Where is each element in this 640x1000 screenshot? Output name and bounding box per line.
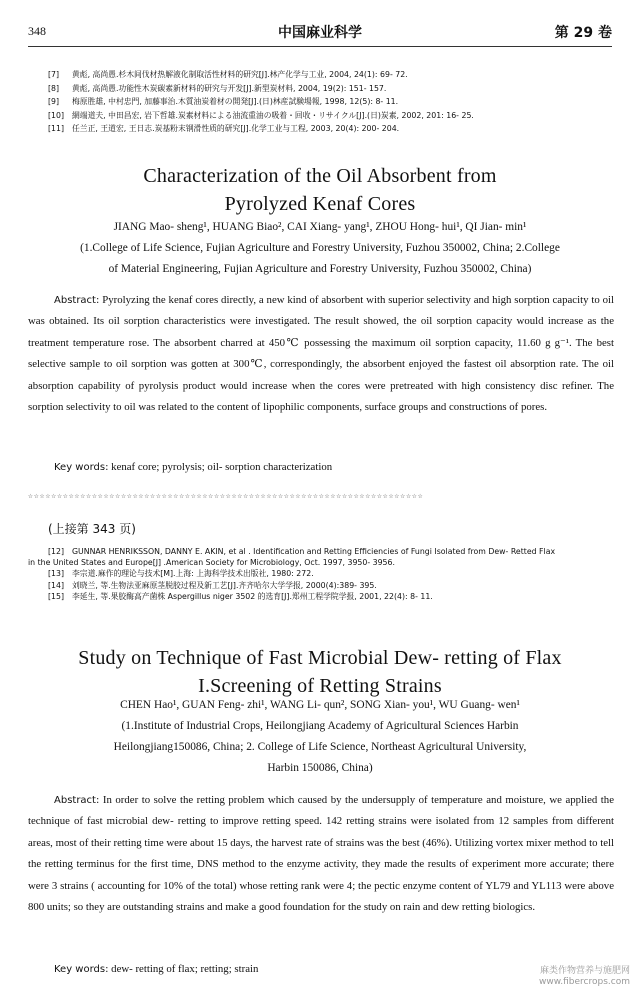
reference-item: [15] 李延生, 等.果胶酶高产菌株 Aspergillus niger 3502 的选育[J].郑州工程学院学报, 2001, 22(4): 8- 11.	[48, 591, 433, 601]
article1-title: Characterization of the Oil Absorbent from Pyrolyzed Kenaf Cores	[143, 165, 497, 215]
volume-label: 第 29 卷	[554, 25, 612, 41]
page-header	[28, 22, 612, 44]
article1-authors: JIANG Mao- sheng¹, HUANG Biao², CAI Xiang- yang¹, ZHOU Hong- hui¹, QI Jian- min¹	[113, 221, 527, 233]
page-number: 348	[28, 24, 46, 38]
reference-item: [12] GUNNAR HENRIKSSON, DANNY E. AKIN, et al . Identification and Retting Efficiencies of Fungi Isolated from Dew- Retted Flax	[48, 547, 556, 556]
article1-abstract: Abstract: Pyrolyzing the kenaf cores directly, a new kind of absorbent with superior selectivity and high sorption capacity to oil was obtained. Its oil sorption characteristics were investigated. The result showed, the oil sorption capacity would increase as the treatment temperature rose. The absorbent charred at 450℃ possessing the maximum oil sorption capacity, 11.60 g g⁻¹. The best selective sample to oil sorption was gotten at 300℃, correspondingly, the absorbent enjoyed the fastest oil absorption rate. The oil absorption capability of pyrolysis product would increase when the cores were pretreated with high consistency disc refiner. The sorption selectivity to oil was related to the content of lipophilic components, surface groups and constructions of pores.	[28, 294, 615, 414]
article2-authors: CHEN Hao¹, GUAN Feng- zhi¹, WANG Li- qun², SONG Xian- you¹, WU Guang- wen¹	[120, 699, 520, 711]
reference-item: [14] 刘晓兰, 等.生物法亚麻原茎脱胶过程及新工艺[J].齐齐哈尔大学学报, 2000(4):389- 395.	[48, 580, 377, 590]
article1-keywords: Key words: kenaf core; pyrolysis; oil- sorption characterization	[54, 461, 333, 473]
reference-item: [8] 黄彪, 高尚愚.功能性木炭碳素新材料的研究与开发[J].新型炭材料, 2004, 19(2): 151- 157.	[48, 83, 387, 93]
header-rule	[28, 46, 612, 47]
reference-item: [7] 黄彪, 高尚愚.杉木间伐材热解液化制取活性材料的研究[J].林产化学与工业, 2004, 24(1): 69- 72.	[48, 70, 408, 79]
reference-item: [9] 梅原胜雄, 中村忠門, 加藤事治.木質油炭着材の開発[J].(日)林産試験場報, 1998, 12(5): 8- 11.	[48, 97, 399, 107]
article2-abstract: Abstract: In order to solve the retting problem which caused by the undersupply of temperature and moisture, we applied the technique of fast microbial dew- retting to improve retting speed. 142 retting strains were isolated from 12 samples from different areas, most of their retting time were about 15 days, the harvest rate of strains was the best (46%). Utilizing vortex mixer method to tell the retting terminus for the first time, DNS method to the enzyme activity, they made the results of experiment more accurate; there were 3 strains ( accounting for 10% of the total) whose retting rank were 4; the pectic enzyme content of YL79 and YL113 were above 800 units; so they are outstanding strains and make a good foundation for the study on rain and dew retting biologics.	[28, 794, 614, 914]
reference-list-top	[48, 68, 612, 136]
continued-from-label: (上接第 343 页)	[48, 522, 136, 536]
reference-item: [11] 任兰正, 王道宏, 王日志.炭基粉末钢滑性质的研究[J].化学工业与工程, 2003, 20(4): 200- 204.	[48, 124, 400, 134]
article2-affiliations: (1.Institute of Industrial Crops, Heilongjiang Academy of Agricultural Sciences Harbin Heilongjiang150086, China; 2. College of Life Science, Northeast Agricultural University, Harbin 150086, China)	[113, 720, 527, 774]
reference-list-bottom	[28, 546, 612, 602]
article2-keywords: Key words: dew- retting of flax; retting; strain	[54, 963, 259, 975]
site-watermark: 麻类作物营养与施肥网 www.fibercrops.com	[539, 966, 630, 987]
reference-item: [13] 李宗道.麻作的理论与技术[M].上海: 上海科学技术出版社, 1980: 272.	[48, 569, 314, 579]
article1-affiliations: (1.College of Life Science, Fujian Agriculture and Forestry University, Fuzhou 350002, China; 2.College of Material Engineering, Fujian Agriculture and Forestry University, Fuzhou 350002, China)	[80, 242, 560, 275]
section-divider: ☆☆☆☆☆☆☆☆☆☆☆☆☆☆☆☆☆☆☆☆☆☆☆☆☆☆☆☆☆☆☆☆☆☆☆☆☆☆☆☆☆☆☆☆☆☆☆☆☆☆☆☆☆☆☆☆☆☆☆☆☆☆☆☆☆☆☆☆	[28, 492, 424, 500]
abstract-label: Abstract:	[54, 795, 100, 806]
abstract-label: Abstract:	[54, 295, 100, 306]
journal-title: 中国麻业科学	[278, 25, 362, 41]
reference-item: in the United States and Europe[J] .American Society for Microbiology, Oct. 1997, 3950- 3956.	[28, 558, 395, 568]
reference-item: [10] 網端道夫, 中田昌宏, 岩下哲雄.炭素材料による油流重油の吸着・回收・リサイクル[J].(日)炭素, 2002, 201: 16- 25.	[48, 110, 474, 120]
article2-title: Study on Technique of Fast Microbial Dew- retting of Flax I.Screening of Retting Strains	[78, 647, 562, 697]
